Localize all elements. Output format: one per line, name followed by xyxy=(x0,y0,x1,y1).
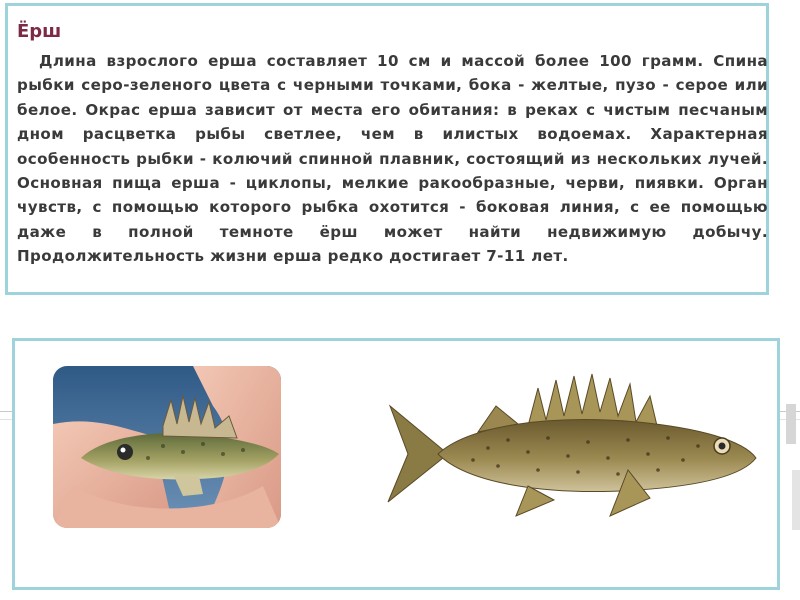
ruffe-in-hand-photo xyxy=(53,366,281,528)
image-panel xyxy=(12,338,780,590)
decorative-bar xyxy=(786,404,796,444)
decorative-bar xyxy=(792,470,800,530)
slide-title: Ёрш xyxy=(17,21,62,42)
ruffe-illustration-photo xyxy=(378,366,766,534)
text-panel xyxy=(5,3,769,295)
body-text: Длина взрослого ерша составляет 10 см и массой более 100 грамм. Спина рыбки серо-зеленого цвета с черными точками, бока - желтые, пузо - серое или белое. Окрас ерша зависит от места его обитания: в реках с чистым песчаным дном расцветка рыбы светлее, чем в илистых водоемах. Характерная особенность рыбки - колючий спинной плавник, состоящий из нескольких лучей. Основная пища ерша - циклопы, мелкие ракообразные, черви, пиявки. Орган чувств, с помощью которого рыбка охотится - боковая линия, с ее помощью даже в полной темноте ёрш может найти недвижимую добычу. Продолжительность жизни ерша редко достигает 7-11 лет. xyxy=(17,52,768,266)
